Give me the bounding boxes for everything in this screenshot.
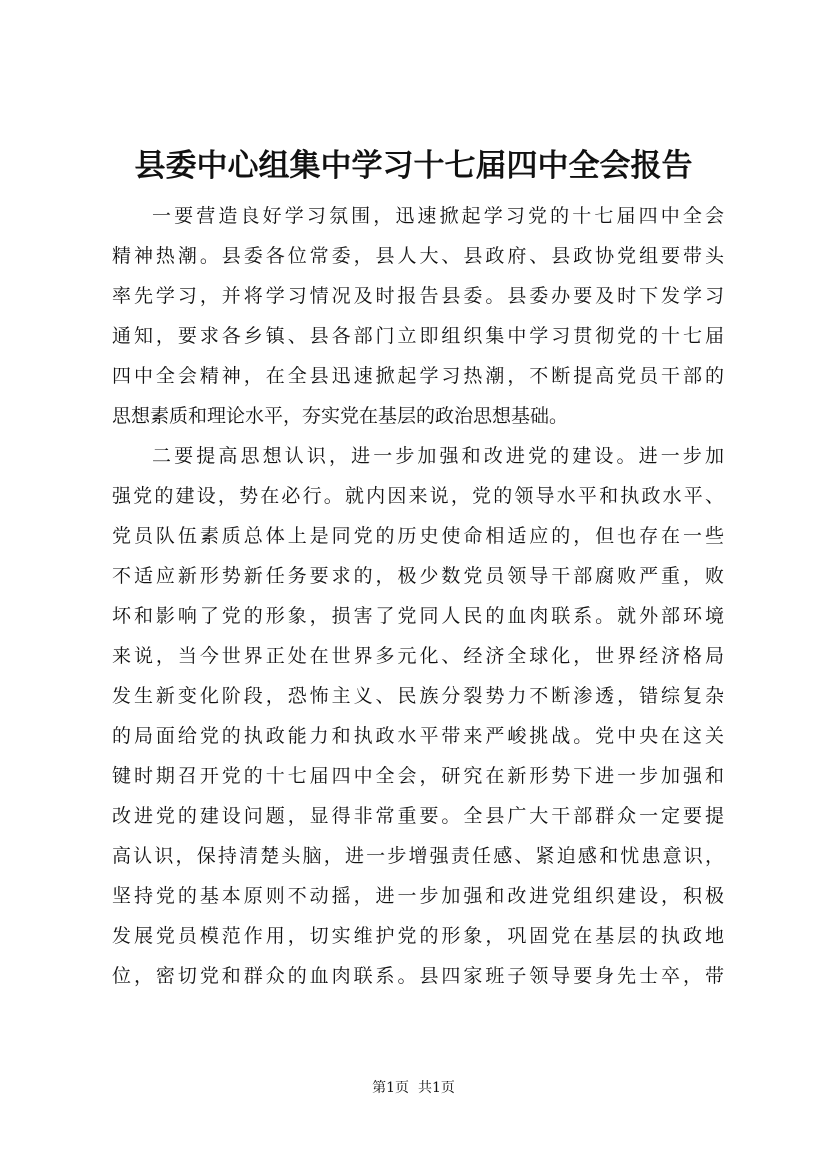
text-line: 来说，当今世界正处在世界多元化、经济全球化，世界经济格局 — [112, 645, 724, 667]
paragraph-1 — [112, 196, 724, 436]
text-line: 通知，要求各乡镇、县各部门立即组织集中学习贯彻党的十七届 — [112, 325, 724, 347]
text-line: 发生新变化阶段，恐怖主义、民族分裂势力不断渗透，错综复杂 — [112, 685, 724, 707]
text-line: 强党的建设，势在必行。就内因来说，党的领导水平和执政水平、 — [112, 485, 724, 507]
text-line: 坚持党的基本原则不动摇，进一步加强和改进党组织建设，积极 — [112, 885, 724, 907]
page-number: 第1页 — [372, 1080, 410, 1096]
page-total: 共1页 — [417, 1080, 455, 1096]
text-line: 键时期召开党的十七届四中全会，研究在新形势下进一步加强和 — [112, 765, 724, 787]
text-line: 精神热潮。县委各位常委，县人大、县政府、县政协党组要带头 — [112, 245, 724, 267]
text-line: 四中全会精神，在全县迅速掀起学习热潮，不断提高党员干部的 — [112, 365, 724, 387]
text-line: 改进党的建设问题，显得非常重要。全县广大干部群众一定要提 — [112, 805, 724, 827]
text-line: 的局面给党的执政能力和执政水平带来严峻挑战。党中央在这关 — [112, 725, 724, 747]
text-line: 发展党员模范作用，切实维护党的形象，巩固党在基层的执政地 — [112, 925, 724, 947]
text-line: 率先学习，并将学习情况及时报告县委。县委办要及时下发学习 — [112, 285, 724, 307]
text-line: 不适应新形势新任务要求的，极少数党员领导干部腐败严重，败 — [112, 565, 724, 587]
text-line: 坏和影响了党的形象，损害了党同人民的血肉联系。就外部环境 — [112, 605, 724, 627]
document-body — [112, 196, 724, 996]
paragraph-2 — [112, 436, 724, 996]
text-line: 二要提高思想认识，进一步加强和改进党的建设。进一步加 — [152, 445, 724, 467]
text-line: 思想素质和理论水平，夯实党在基层的政治思想基础。 — [112, 405, 569, 427]
text-line: 高认识，保持清楚头脑，进一步增强责任感、紧迫感和忧患意识， — [112, 845, 724, 867]
text-line: 一要营造良好学习氛围，迅速掀起学习党的十七届四中全会 — [152, 205, 724, 227]
text-line: 位，密切党和群众的血肉联系。县四家班子领导要身先士卒，带 — [112, 965, 724, 987]
page-footer — [0, 1078, 827, 1098]
text-line: 党员队伍素质总体上是同党的历史使命相适应的，但也存在一些 — [112, 525, 724, 547]
document-title: 县委中心组集中学习十七届四中全会报告 — [134, 148, 693, 184]
